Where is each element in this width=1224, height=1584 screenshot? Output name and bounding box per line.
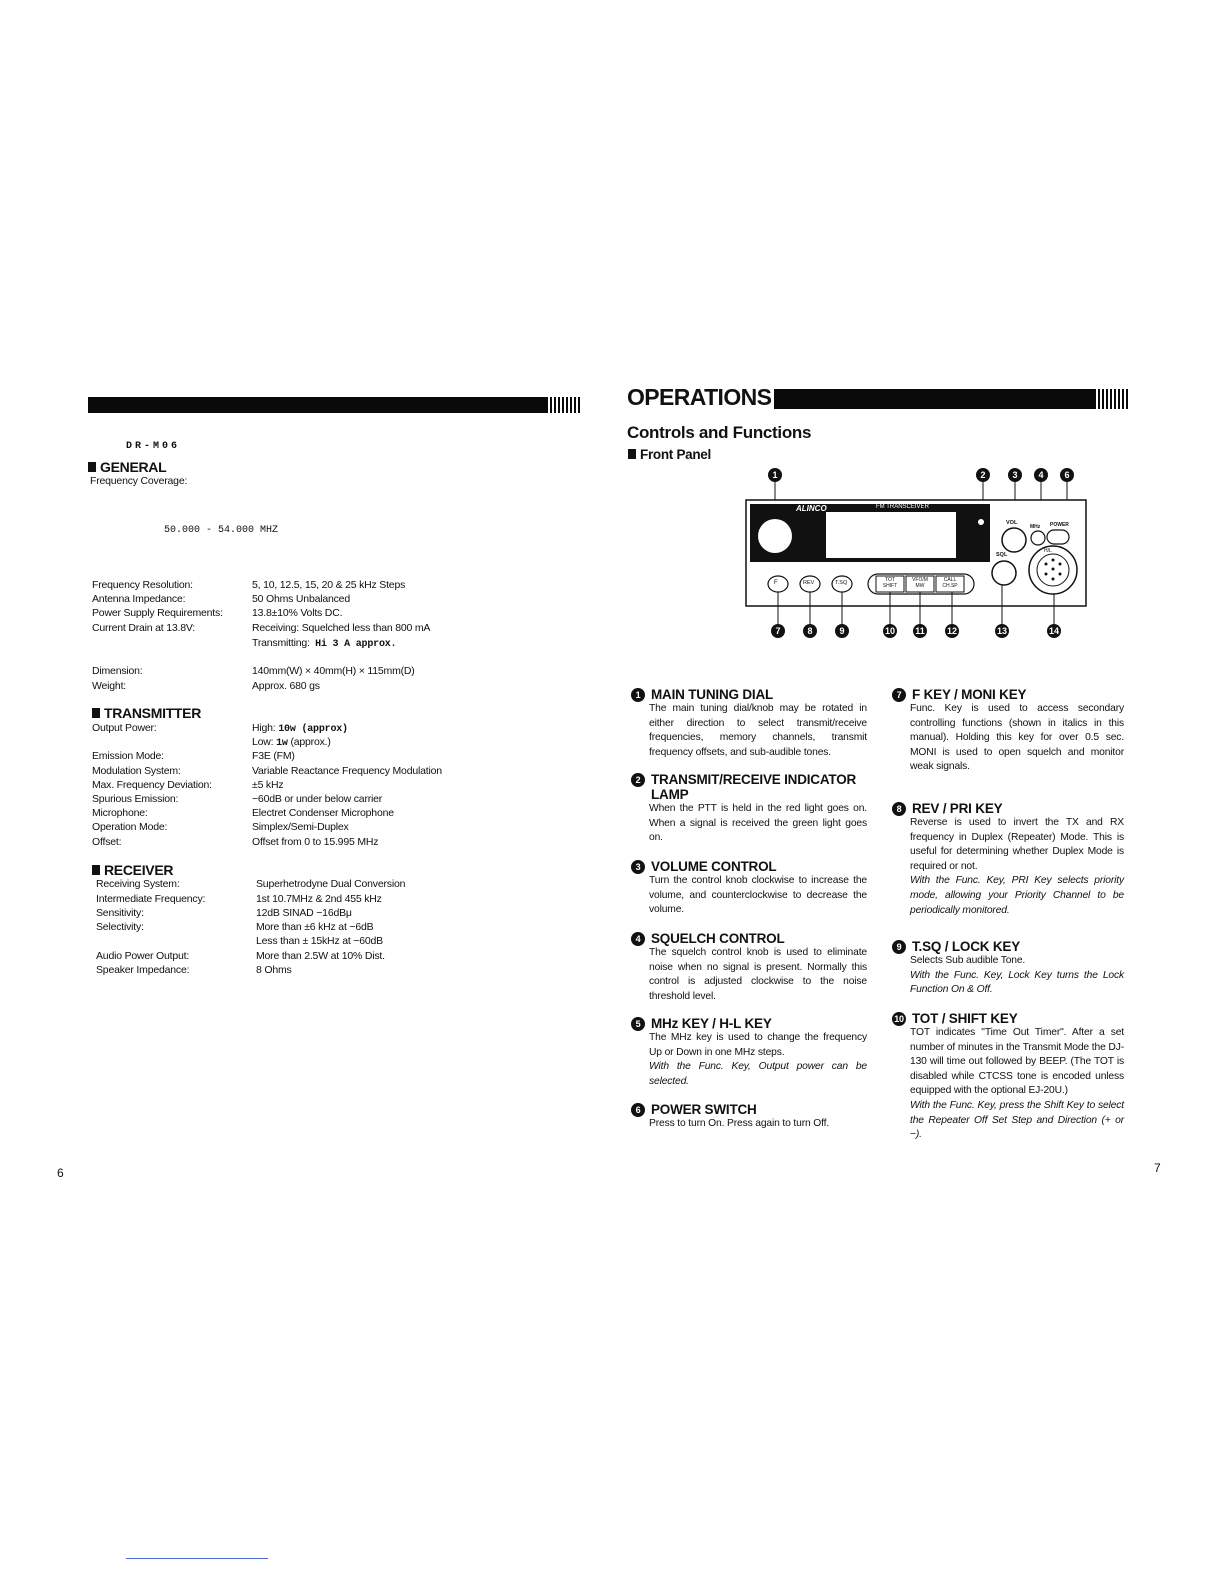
front-panel-heading: Front Panel: [628, 447, 711, 462]
marker-7: 7: [771, 624, 785, 638]
marker-2: 2: [976, 468, 990, 482]
transmitting-value: Hi 3 A approx.: [315, 639, 397, 650]
model-label: DR-M06: [126, 441, 181, 452]
control-item: 8 REV / PRI KEY Reverse is used to invert the TX and RX frequency in Duplex (Repeater) Mode. This is useful for determining whether Duplex Mode is required or not. With the Func. Key, PRI Key selects priority mode, allowing your Priority Channel to be periodically monitored.: [892, 801, 1124, 918]
panel-vol-label: VOL: [1006, 520, 1018, 526]
marker-10: 10: [884, 626, 895, 636]
receiver-heading: RECEIVER: [92, 862, 173, 878]
marker-9: 9: [835, 624, 849, 638]
control-item: 6 POWER SWITCH Press to turn On. Press again to turn Off.: [631, 1102, 867, 1132]
marker-8: 8: [803, 624, 817, 638]
transmitting-label: Transmitting:: [252, 637, 310, 649]
control-item: 3 VOLUME CONTROL Turn the control knob clockwise to increase the volume, and counterclockwise to decrease the volume.: [631, 859, 867, 918]
control-item: 5 MHz KEY / H-L KEY The MHz key is used to change the frequency Up or Down in one MHz steps. With the Func. Key, Output power can be selected.: [631, 1016, 867, 1089]
right-header-hatch: [1094, 389, 1128, 409]
rev-key[interactable]: REV: [803, 580, 815, 586]
page-number-right: 7: [1154, 1161, 1161, 1175]
panel-mhz-label: MHz: [1030, 524, 1041, 530]
tsq-key[interactable]: T.SQ: [835, 580, 848, 586]
general-heading: GENERAL: [88, 459, 166, 475]
marker-14: 14: [1048, 626, 1059, 636]
control-item: 1 MAIN TUNING DIAL The main tuning dial/knob may be rotated in either direction to select transmit/receive frequencies, memory channels, transmit frequency offsets, and sub-audible tones.: [631, 687, 867, 760]
control-item: 2 TRANSMIT/RECEIVE INDICATOR LAMP When the PTT is held in the red light goes on. When a signal is received the green light goes on.: [631, 772, 867, 846]
page-number-left: 6: [57, 1166, 64, 1180]
panel-display-text: FM TRANSCEIVER: [876, 504, 929, 510]
marker-3: 3: [1008, 468, 1022, 482]
f-key[interactable]: F: [774, 580, 778, 586]
controls-subtitle: Controls and Functions: [627, 423, 812, 442]
transmitter-heading: TRANSMITTER: [92, 705, 201, 721]
marker-13: 13: [996, 626, 1007, 636]
panel-hl-label: H/L: [1044, 548, 1052, 554]
panel-brand: ALINCO: [796, 504, 827, 513]
left-header-bar: [88, 397, 546, 413]
panel-sql-label: SQL: [996, 552, 1008, 558]
right-header-bar: [774, 389, 1094, 409]
marker-4: 4: [1034, 468, 1048, 482]
front-panel-diagram: [744, 460, 1094, 640]
panel-power-label: POWER: [1050, 522, 1069, 528]
control-item: 7 F KEY / MONI KEY Func. Key is used to access secondary controlling functions (shown in italics in this manual). Holding this key for over 0.5 sec. MONI is used to open squelch and monitor weak signals.: [892, 687, 1124, 775]
control-item: 10 TOT / SHIFT KEY TOT indicates "Time Out Timer". After a set number of minutes in the Transmit Mode the DJ-130 will time out followed by BEEP. (The TOT is disabled while CTCSS tone is encoded unless equipped with the optional EJ-20U.) With the Func. Key, press the Shift Key to select the Repeater Off Set Step and Direction (+ or −).: [892, 1011, 1124, 1143]
vfo-mw-key[interactable]: VFO/M MW: [912, 577, 928, 589]
tot-shift-key[interactable]: TOT SHIFT: [882, 577, 898, 589]
freq-coverage-value: 50.000 - 54.000 MHZ: [164, 525, 279, 536]
call-chsp-key[interactable]: CALL CH.SP: [942, 577, 958, 589]
control-item: 4 SQUELCH CONTROL The squelch control knob is used to eliminate noise when no signal is present. Normally this control is adjusted clockwise to the noise threshold level.: [631, 931, 867, 1004]
marker-1: 1: [768, 468, 782, 482]
left-header-hatch: [546, 397, 580, 413]
radio-front-panel: [744, 460, 1094, 640]
marker-12: 12: [946, 626, 957, 636]
bottom-rule: [126, 1558, 268, 1559]
freq-coverage-label: Frequency Coverage:: [90, 475, 188, 487]
control-item: 9 T.SQ / LOCK KEY Selects Sub audible Tone. With the Func. Key, Lock Key turns the Lock Function On & Off.: [892, 939, 1124, 998]
operations-title: OPERATIONS: [627, 384, 772, 410]
marker-6: 6: [1060, 468, 1074, 482]
marker-11: 11: [913, 624, 927, 638]
